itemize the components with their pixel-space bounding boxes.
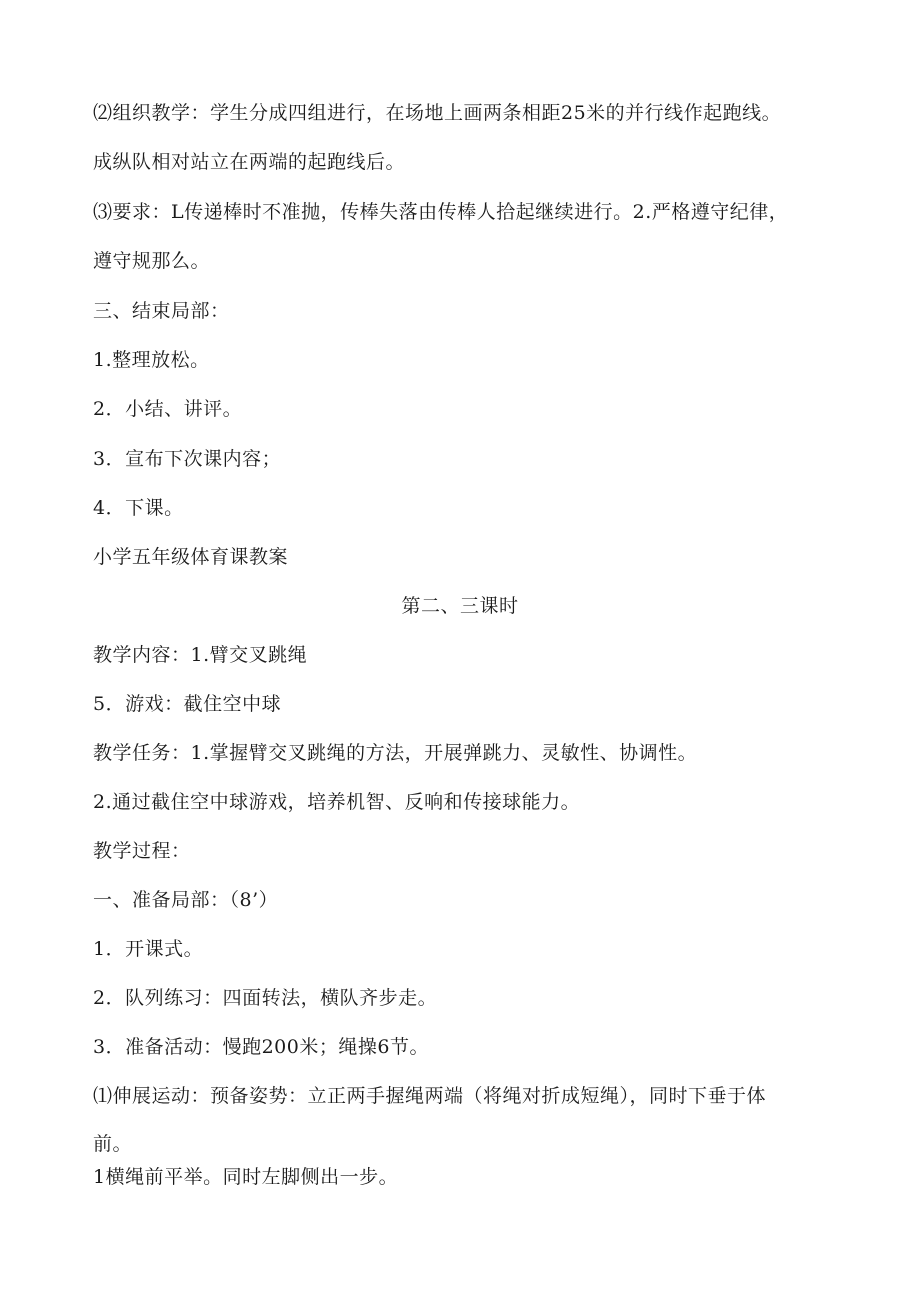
paragraph-process: 教学过程： [93, 840, 191, 862]
list-item-summary: 2．小结、讲评。 [93, 398, 243, 420]
list-item-announce: 3．宣布下次课内容； [93, 448, 282, 470]
section-heading-preparation: 一、准备局部：（8’） [93, 889, 279, 911]
list-item-opening: 1．开课式。 [93, 938, 204, 960]
paragraph-organize-teaching-cont: 成纵队相对站立在两端的起跑线后。 [93, 151, 406, 173]
paragraph-content: 教学内容：1.臂交叉跳绳 [93, 644, 308, 666]
section-heading-ending: 三、结束局部： [93, 300, 230, 322]
list-item-relax: 1.整理放松。 [93, 349, 210, 371]
paragraph-tasks: 教学任务：1.掌握臂交叉跳绳的方法，开展弹跳力、灵敏性、协调性。 [93, 742, 698, 764]
paragraph-tasks-2: 2.通过截住空中球游戏，培养机智、反响和传接球能力。 [93, 791, 581, 813]
paragraph-stretch: ⑴伸展运动：预备姿势：立正两手握绳两端（将绳对折成短绳），同时下垂于体 [93, 1085, 767, 1107]
paragraph-requirements-cont: 遵守规那么。 [93, 250, 211, 272]
list-item-dismiss: 4．下课。 [93, 497, 184, 519]
document-title: 小学五年级体育课教案 [93, 546, 289, 568]
paragraph-requirements: ⑶要求：L传递棒时不准抛，传棒失落由传棒人拾起继续进行。2.严格遵守纪律， [93, 201, 789, 223]
lesson-heading: 第二、三课时 [401, 595, 519, 617]
paragraph-game: 5．游戏：截住空中球 [93, 693, 282, 715]
list-item-warmup: 3．准备活动：慢跑200米；绳操6节。 [93, 1036, 429, 1058]
paragraph-step-one: 1横绳前平举。同时左脚侧出一步。 [93, 1166, 399, 1188]
paragraph-stretch-cont: 前。 [93, 1133, 133, 1155]
paragraph-organize-teaching: ⑵组织教学：学生分成四组进行，在场地上画两条相距25米的并行线作起跑线。 [93, 102, 782, 124]
list-item-formation: 2．队列练习：四面转法，横队齐步走。 [93, 987, 438, 1009]
